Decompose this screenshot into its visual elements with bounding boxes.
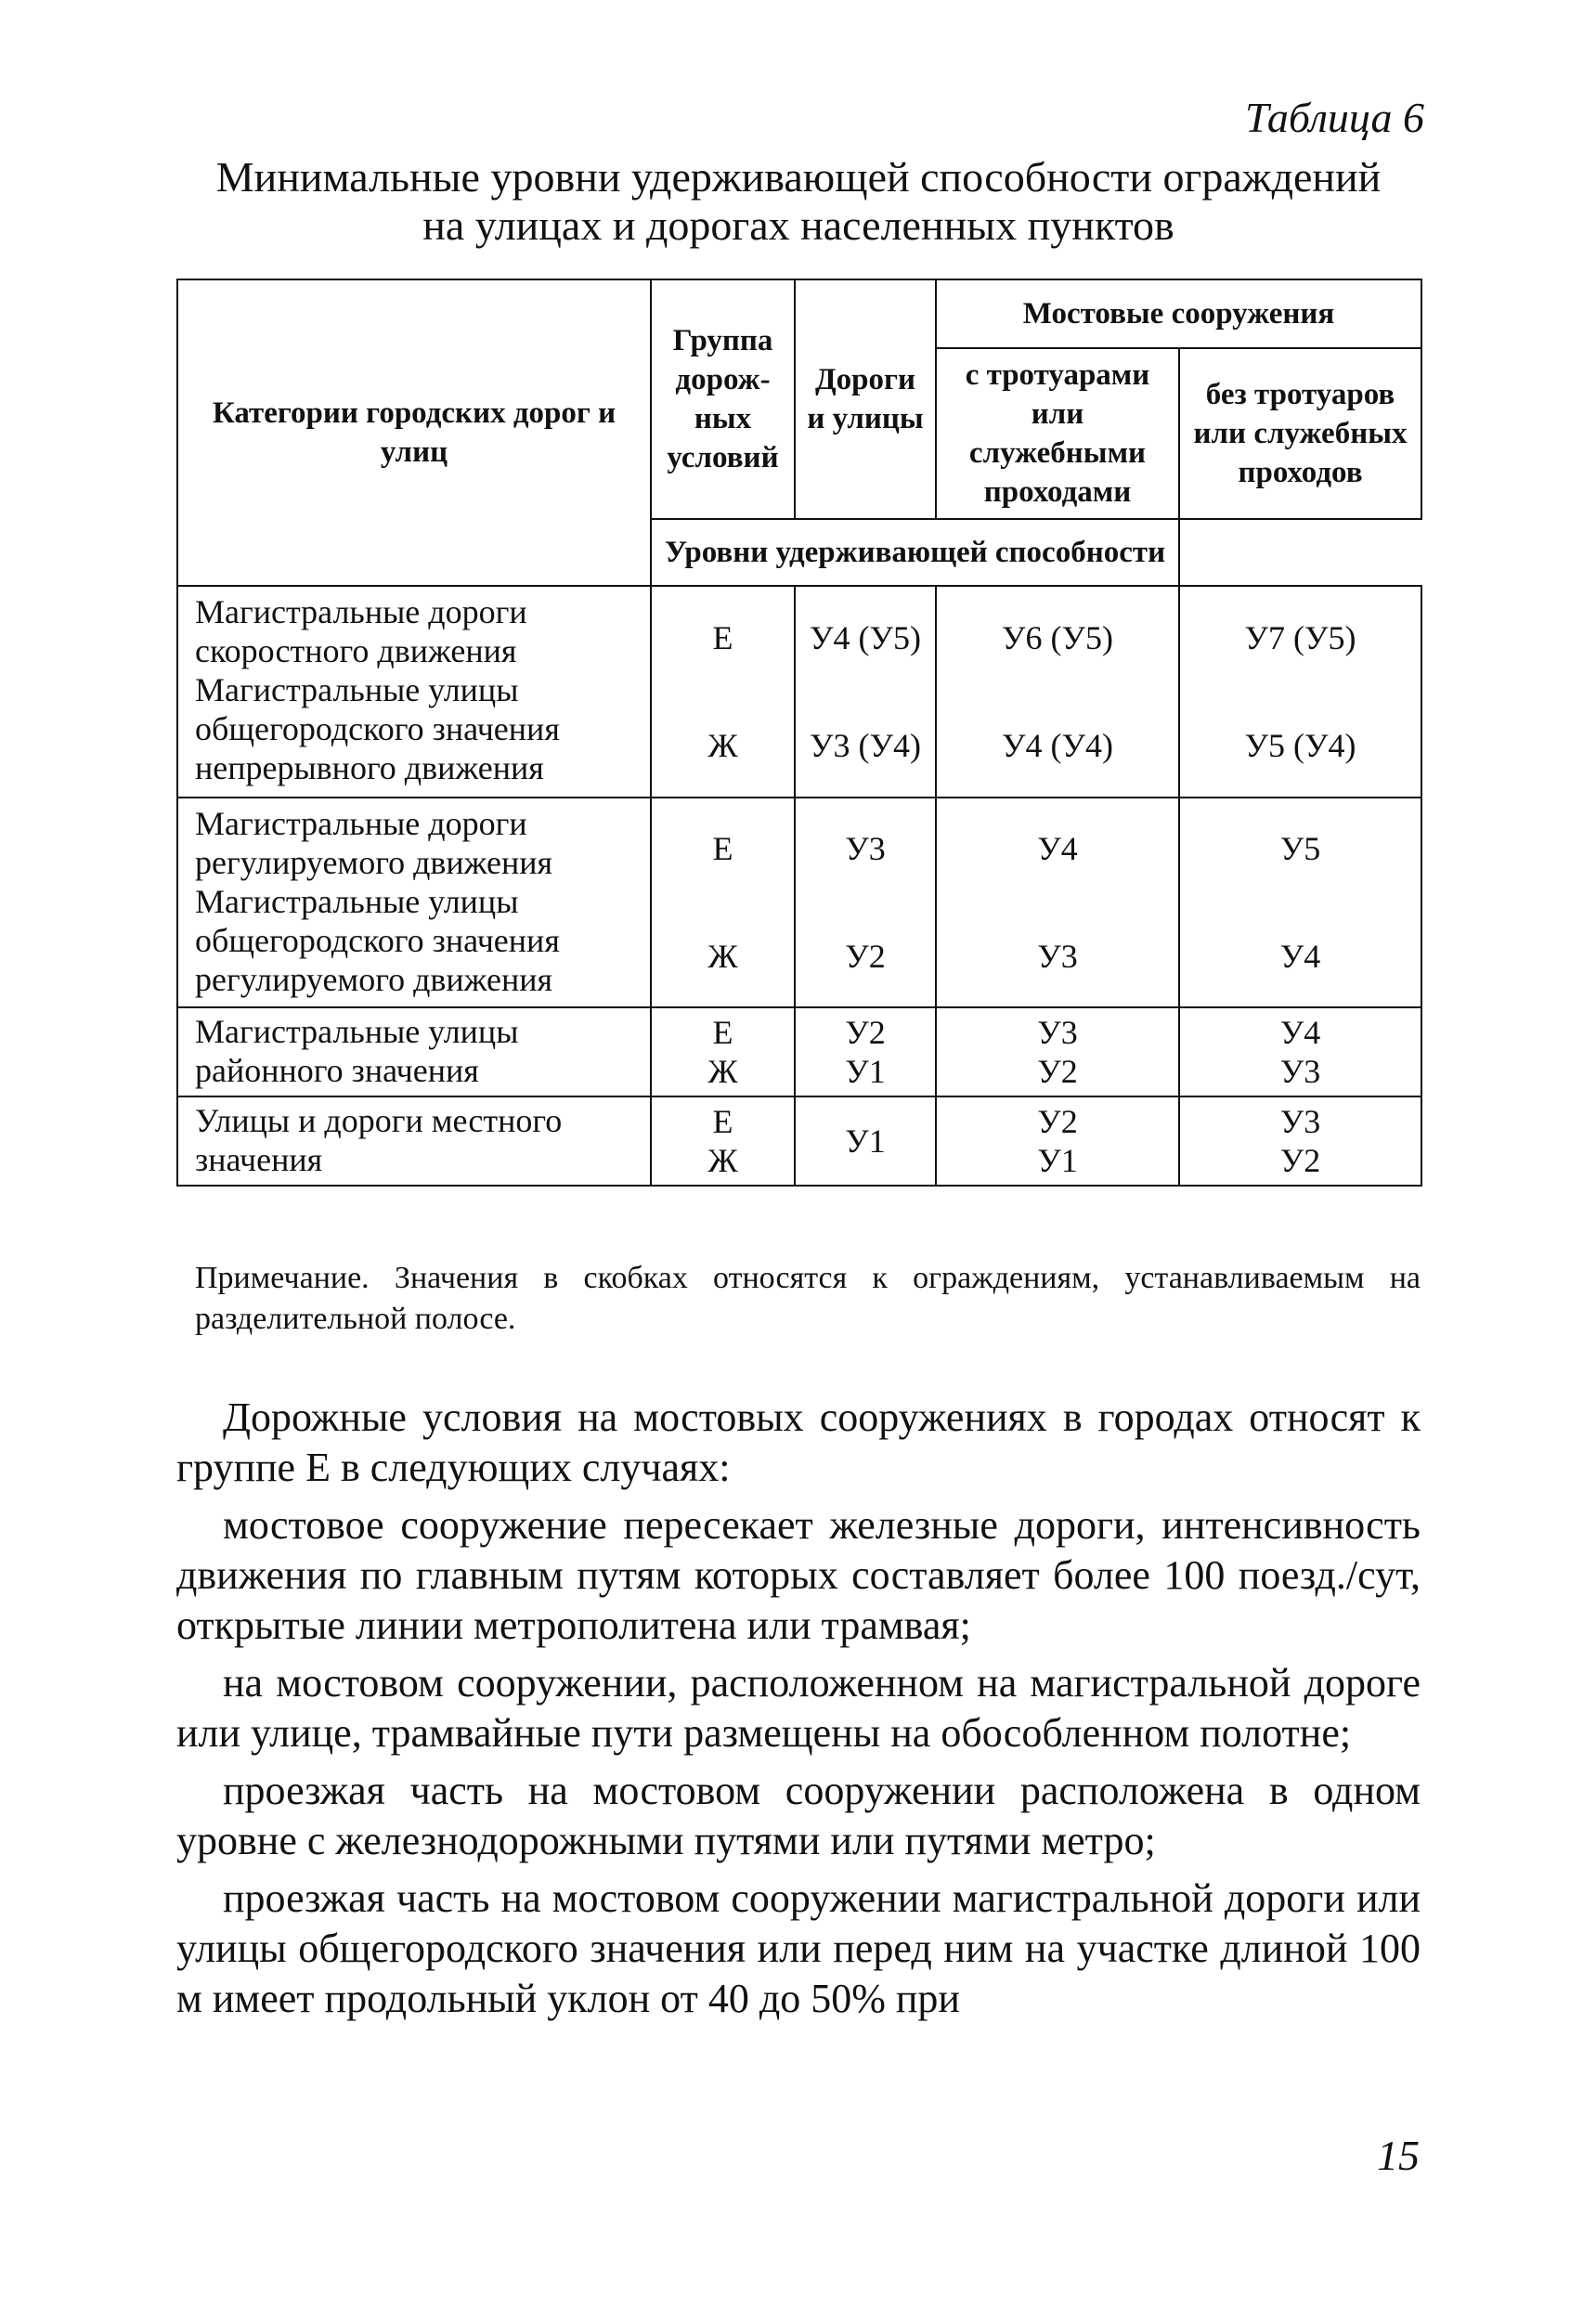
category-line: Магистральные дороги xyxy=(195,805,527,842)
group-value: Е xyxy=(712,619,733,656)
category-cell xyxy=(177,798,651,1007)
note-label: Примечание. xyxy=(195,1261,370,1295)
with-sidewalks-cell xyxy=(936,1007,1179,1096)
level-value: У3 xyxy=(1279,1103,1321,1140)
level-value: У1 xyxy=(1037,1142,1078,1179)
group-cell xyxy=(651,1096,795,1186)
with-sidewalks-cell xyxy=(936,798,1179,1007)
group-cell xyxy=(651,586,795,798)
with-sidewalks-cell xyxy=(936,586,1179,798)
without-sidewalks-cell xyxy=(1179,798,1421,1007)
table-row xyxy=(177,586,1421,798)
category-line: Магистральные улицы xyxy=(195,883,519,920)
table-row xyxy=(177,1096,1421,1186)
level-value: У2 xyxy=(845,1014,886,1051)
level-value: У5 xyxy=(1279,830,1321,867)
note-text: Значения в скобках относятся к ограждениям, устанавливаемым на разделительной полосе. xyxy=(195,1261,1421,1336)
level-value: У2 xyxy=(1037,1053,1078,1090)
category-line: общегородского значения xyxy=(195,710,560,747)
roads-cell xyxy=(795,798,936,1007)
without-sidewalks-cell xyxy=(1179,1096,1421,1186)
table-title xyxy=(176,153,1421,250)
header-levels: Уровни удерживающей способности xyxy=(651,519,1179,586)
table-title-line: на улицах и дорогах населенных пунктов xyxy=(422,201,1174,249)
level-value: У5 (У4) xyxy=(1244,727,1356,764)
table-row xyxy=(177,798,1421,1007)
group-value: Е xyxy=(712,830,733,867)
level-value: У1 xyxy=(845,1122,886,1160)
category-line: Магистральные улицы xyxy=(195,671,519,708)
paragraph: мостовое сооружение пересекает железные дороги, интенсивность движения по главным путям которых составляет более 100 поезд./сут, открытые линии метрополитена или трамвая; xyxy=(176,1502,1421,1648)
category-cell xyxy=(177,1096,651,1186)
guardrail-levels-table xyxy=(176,279,1422,1187)
level-value: У4 xyxy=(1037,830,1078,867)
group-value: Ж xyxy=(707,1142,738,1179)
table-label: Таблица 6 xyxy=(1244,94,1424,141)
header-roads: Дороги и улицы xyxy=(795,279,936,519)
level-value: У3 xyxy=(1279,1053,1321,1090)
table-note xyxy=(195,1258,1421,1340)
category-line: регулируемого движения xyxy=(195,844,553,881)
group-value: Е xyxy=(712,1014,733,1051)
roads-cell xyxy=(795,1096,936,1186)
category-line: регулируемого движения xyxy=(195,961,553,998)
category-line: районного значения xyxy=(195,1052,479,1089)
level-value: У4 xyxy=(1279,938,1321,975)
level-value: У6 (У5) xyxy=(1002,619,1113,656)
table-title-line: Минимальные уровни удерживающей способности ограждений xyxy=(215,153,1382,201)
paragraph: Дорожные условия на мостовых сооружениях в городах относят к группе Е в следующих случаях: xyxy=(176,1394,1421,1490)
table-row xyxy=(177,1007,1421,1096)
category-line: Улицы и дороги местного xyxy=(195,1102,563,1139)
level-value: У2 xyxy=(1037,1103,1078,1140)
category-line: непрерывного движения xyxy=(195,749,544,786)
page-number: 15 xyxy=(1377,2132,1420,2179)
level-value: У3 (У4) xyxy=(810,727,921,764)
group-value: Ж xyxy=(707,727,738,764)
level-value: У3 xyxy=(1037,1014,1078,1051)
group-value: Ж xyxy=(707,1053,738,1090)
level-value: У3 xyxy=(1037,938,1078,975)
roads-cell xyxy=(795,1007,936,1096)
header-bridges: Мостовые сооружения xyxy=(936,279,1421,348)
paragraph: на мостовом сооружении, расположенном на магистральной дороге или улице, трамвайные пути размещены на обособленном полотне; xyxy=(176,1660,1421,1756)
level-value: У4 xyxy=(1279,1014,1321,1051)
category-line: общегородского значения xyxy=(195,922,560,959)
header-without-sidewalks: без тротуаров или служебных проходов xyxy=(1179,348,1421,519)
group-cell xyxy=(651,1007,795,1096)
category-line: значения xyxy=(195,1141,323,1178)
level-value: У3 xyxy=(845,830,886,867)
paragraph: проезжая часть на мостовом сооружении расположена в одном уровне с железнодорожными путями или путями метро; xyxy=(176,1768,1421,1863)
level-value: У4 (У4) xyxy=(1002,727,1113,764)
group-value: Ж xyxy=(707,938,738,975)
header-with-sidewalks: с тротуарами или служебными проходами xyxy=(936,348,1179,519)
category-line: Магистральные улицы xyxy=(195,1013,519,1050)
category-cell xyxy=(177,1007,651,1096)
with-sidewalks-cell xyxy=(936,1096,1179,1186)
level-value: У1 xyxy=(845,1053,886,1090)
roads-cell xyxy=(795,586,936,798)
category-line: скоростного движения xyxy=(195,632,517,669)
paragraph: проезжая часть на мостовом сооружении магистральной дороги или улицы общегородского значения или перед ним на участке длиной 100 м имеет продольный уклон от 40 до 50% при xyxy=(176,1875,1421,2021)
without-sidewalks-cell xyxy=(1179,586,1421,798)
level-value: У4 (У5) xyxy=(810,619,921,656)
header-group: Группа дорож- ных условий xyxy=(651,279,795,519)
category-cell xyxy=(177,586,651,798)
group-value: Е xyxy=(712,1103,733,1140)
level-value: У2 xyxy=(845,938,886,975)
without-sidewalks-cell xyxy=(1179,1007,1421,1096)
level-value: У7 (У5) xyxy=(1244,619,1356,656)
group-cell xyxy=(651,798,795,1007)
body-text xyxy=(176,1393,1421,2031)
category-line: Магистральные дороги xyxy=(195,593,527,630)
level-value: У2 xyxy=(1279,1142,1321,1179)
header-category: Категории городских дорог и улиц xyxy=(177,279,651,586)
